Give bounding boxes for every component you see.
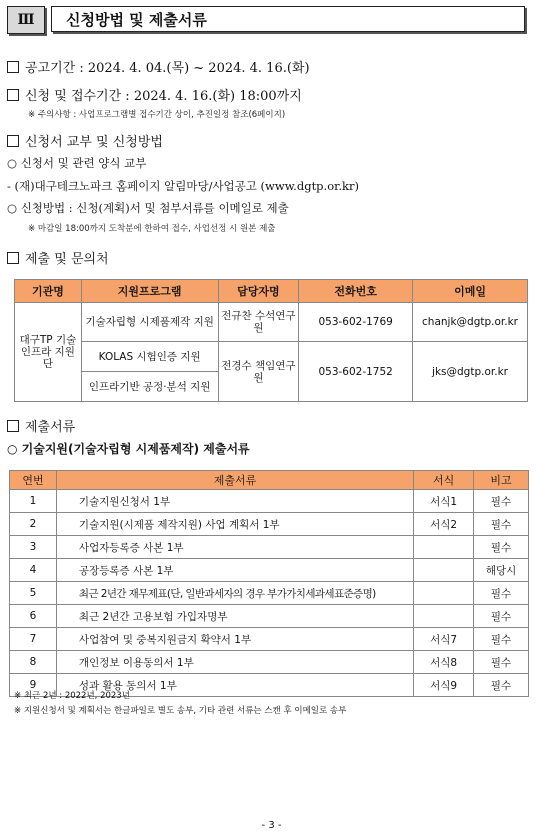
header-note: 비고 xyxy=(474,471,529,490)
requirement-note: 필수 xyxy=(474,490,529,513)
footer-note-recent-years: ※ 최근 2년 : 2022년, 2023년 xyxy=(14,691,130,701)
contact-heading: 제출 및 문의처 xyxy=(7,248,109,267)
phone-number: 053-602-1752 xyxy=(299,342,413,402)
distribution-sub: ○ 신청서 및 관련 양식 교부 xyxy=(7,156,147,170)
document-name: 성과 활용 동의서 1부 xyxy=(56,674,413,697)
checkbox-square-icon xyxy=(7,89,19,101)
table-row xyxy=(10,605,529,628)
row-number: 2 xyxy=(10,513,57,536)
row-number: 3 xyxy=(10,536,57,559)
checkbox-square-icon xyxy=(7,61,19,73)
row-number: 7 xyxy=(10,628,57,651)
header-program: 지원프로그램 xyxy=(81,280,218,303)
table-row xyxy=(10,513,529,536)
document-name: 최근 2년간 고용보험 가입자명부 xyxy=(56,605,413,628)
header-no: 연번 xyxy=(10,471,57,490)
document-name: 공장등록증 사본 1부 xyxy=(56,559,413,582)
document-name: 최근 2년간 재무제표(단, 일반과세자의 경우 부가가치세과세표준증명) xyxy=(56,582,413,605)
requirement-note: 필수 xyxy=(474,605,529,628)
email-address: jks@dgtp.or.kr xyxy=(413,342,528,402)
document-name: 사업참여 및 중복지원금지 확약서 1부 xyxy=(56,628,413,651)
application-method: ○ 신청방법 : 신청(계획)서 및 첨부서류를 이메일로 제출 xyxy=(7,201,289,215)
manager-name: 전규찬 수석연구원 xyxy=(218,303,299,342)
header-manager: 담당자명 xyxy=(218,280,299,303)
program-name: KOLAS 시험인증 지원 xyxy=(81,342,218,372)
announcement-period: 공고기간 : 2024. 4. 04.(목) ~ 2024. 4. 16.(화) xyxy=(7,57,310,76)
form-code: 서식9 xyxy=(414,674,474,697)
checkbox-square-icon xyxy=(7,420,19,432)
footer-note-submission: ※ 지원신청서 및 계획서는 한글파일로 별도 송부, 기타 관련 서류는 스캔 후 이메일로 송부 xyxy=(14,706,347,716)
table-row xyxy=(10,651,529,674)
section-header xyxy=(7,6,527,34)
row-number: 4 xyxy=(10,559,57,582)
requirement-note: 필수 xyxy=(474,536,529,559)
form-code xyxy=(414,536,474,559)
form-code: 서식7 xyxy=(414,628,474,651)
table-row xyxy=(10,582,529,605)
section-title: 신청방법 및 제출서류 xyxy=(51,6,525,32)
document-name: 개인정보 이용동의서 1부 xyxy=(56,651,413,674)
document-name: 기술지원(시제품 제작지원) 사업 계획서 1부 xyxy=(56,513,413,536)
program-name: 인프라기반 공정·분석 지원 xyxy=(81,372,218,402)
documents-table xyxy=(9,470,529,697)
distribution-heading: 신청서 교부 및 신청방법 xyxy=(7,131,163,150)
row-number: 5 xyxy=(10,582,57,605)
distribution-website: - (재)대구테크노파크 홈페이지 알림마당/사업공고 (www.dgtp.or.kr) xyxy=(7,179,359,193)
application-note: ※ 주의사항 : 사업프로그램별 접수기간 상이, 추진일정 참조(6페이지) xyxy=(28,110,286,120)
requirement-note: 필수 xyxy=(474,674,529,697)
form-code: 서식1 xyxy=(414,490,474,513)
requirement-note: 필수 xyxy=(474,582,529,605)
row-number: 1 xyxy=(10,490,57,513)
document-name: 기술지원신청서 1부 xyxy=(56,490,413,513)
phone-number: 053-602-1769 xyxy=(299,303,413,342)
table-row xyxy=(10,559,529,582)
header-form: 서식 xyxy=(414,471,474,490)
header-phone: 전화번호 xyxy=(299,280,413,303)
table-row xyxy=(10,536,529,559)
documents-sub: ○ 기술지원(기술자립형 시제품제작) 제출서류 xyxy=(7,442,250,456)
email-address: chanjk@dgtp.or.kr xyxy=(413,303,528,342)
row-number: 8 xyxy=(10,651,57,674)
table-row xyxy=(10,490,529,513)
header-doc: 제출서류 xyxy=(56,471,413,490)
form-code xyxy=(414,582,474,605)
requirement-note: 필수 xyxy=(474,628,529,651)
table-row xyxy=(10,628,529,651)
header-email: 이메일 xyxy=(413,280,528,303)
section-number: Ⅲ xyxy=(7,6,45,34)
row-number: 9 xyxy=(10,674,57,697)
method-note: ※ 마감일 18:00까지 도착분에 한하여 접수, 사업선정 시 원본 제출 xyxy=(28,224,276,234)
form-code: 서식2 xyxy=(414,513,474,536)
form-code: 서식8 xyxy=(414,651,474,674)
contact-table xyxy=(14,279,528,402)
org-name: 대구TP 기술인프라 지원단 xyxy=(15,303,82,402)
form-code xyxy=(414,559,474,582)
row-number: 6 xyxy=(10,605,57,628)
program-name: 기술자립형 시제품제작 지원 xyxy=(81,303,218,342)
page-number: - 3 - xyxy=(261,820,282,831)
header-org: 기관명 xyxy=(15,280,82,303)
checkbox-square-icon xyxy=(7,252,19,264)
requirement-note: 필수 xyxy=(474,513,529,536)
form-code xyxy=(414,605,474,628)
document-name: 사업자등록증 사본 1부 xyxy=(56,536,413,559)
application-period: 신청 및 접수기간 : 2024. 4. 16.(화) 18:00까지 xyxy=(7,85,302,104)
checkbox-square-icon xyxy=(7,135,19,147)
requirement-note: 해당시 xyxy=(474,559,529,582)
manager-name: 전경수 책임연구원 xyxy=(218,342,299,402)
requirement-note: 필수 xyxy=(474,651,529,674)
documents-heading: 제출서류 xyxy=(7,416,75,435)
